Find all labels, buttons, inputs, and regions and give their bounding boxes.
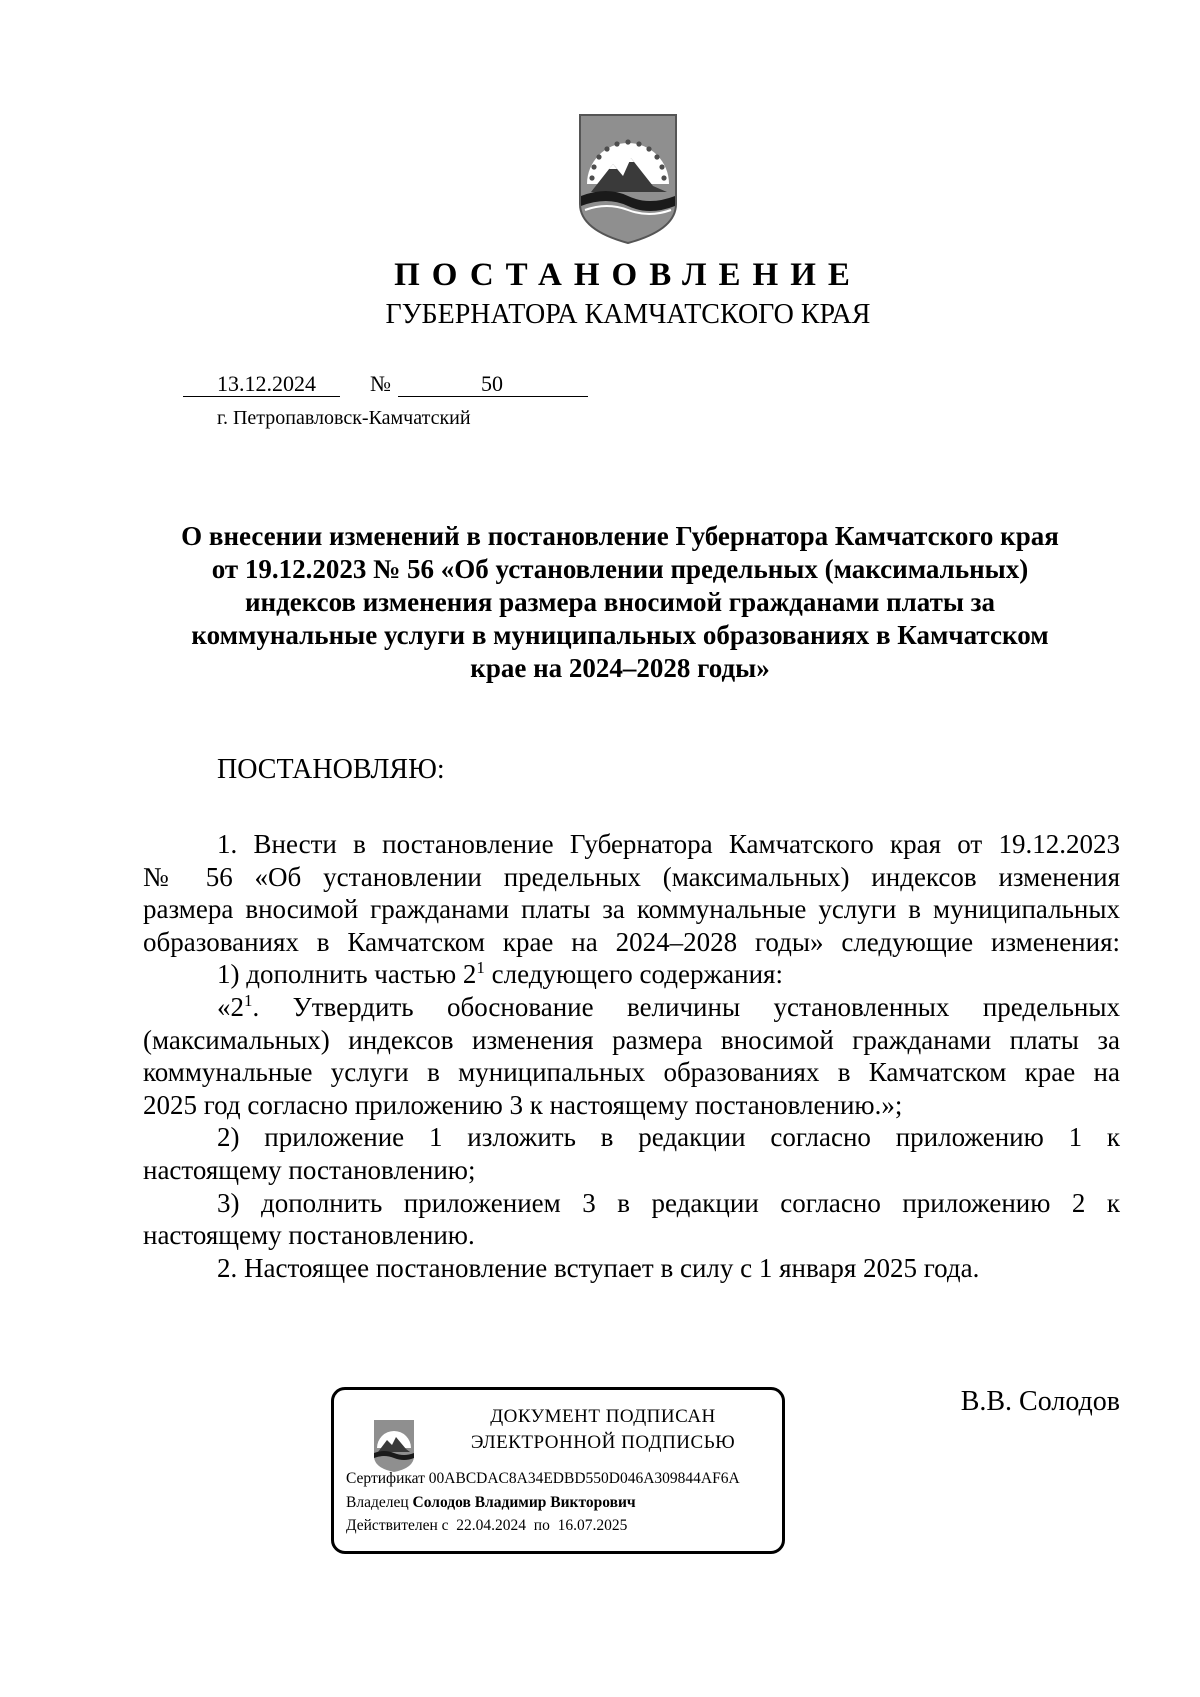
stamp-certificate <box>346 1469 740 1489</box>
body-line: № 56 «Об установлении предельных (максимальных) индексов изменения <box>143 861 1120 892</box>
superscript: 1 <box>244 990 253 1010</box>
stamp-emblem-icon <box>372 1418 416 1474</box>
title-line: от 19.12.2023 № 56 «Об установлении предельных (максимальных) <box>211 554 1029 584</box>
signer-name: В.В. Солодов <box>960 1386 1120 1417</box>
certificate-value: 00ABCDAC8A34EDBD550D046A309844AF6A <box>428 1470 740 1487</box>
body-line: 1. Внести в постановление Губернатора Камчатского края от 19.12.2023 <box>217 829 1120 859</box>
body-text: «2 <box>217 991 244 1022</box>
registration-city: г. Петропавловск-Камчатский <box>217 407 471 429</box>
electronic-signature-stamp <box>331 1387 785 1554</box>
superscript: 1 <box>476 958 485 978</box>
decree-word: ПОСТАНОВЛЯЮ: <box>217 754 445 785</box>
body-line: настоящему постановлению. <box>143 1220 475 1251</box>
valid-label: Действителен с <box>346 1517 449 1534</box>
document-title <box>140 520 1100 685</box>
stamp-owner <box>346 1493 636 1513</box>
body-line <box>143 958 1120 991</box>
registration-number-sign: № <box>370 371 391 396</box>
document-body <box>143 828 1120 1284</box>
stamp-validity <box>346 1516 627 1536</box>
body-line: образованиях в Камчатском крае на 2024–2028 годы» следующие изменения: <box>143 926 1120 957</box>
stamp-heading-line: ДОКУМЕНТ ПОДПИСАН <box>490 1406 716 1427</box>
title-line: крае на 2024–2028 годы» <box>470 653 770 683</box>
document-type-heading: ПОСТАНОВЛЕНИЕ <box>394 257 862 293</box>
valid-to-label: по <box>533 1517 550 1534</box>
body-line: 2) приложение 1 изложить в редакции согласно приложению 1 к <box>217 1122 1120 1153</box>
document-issuer: ГУБЕРНАТОРА КАМЧАТСКОГО КРАЯ <box>385 299 871 330</box>
body-line: коммунальные услуги в муниципальных образованиях в Камчатском крае на <box>143 1057 1120 1088</box>
title-line: индексов изменения размера вносимой гражданами платы за <box>244 587 996 617</box>
owner-value: Солодов Владимир Викторович <box>412 1494 636 1511</box>
registration-number: 50 <box>481 371 503 396</box>
coat-of-arms-emblem <box>577 112 679 246</box>
body-line <box>143 991 1120 1024</box>
owner-label: Владелец <box>346 1494 409 1511</box>
body-line: 2. Настоящее постановление вступает в силу с 1 января 2025 года. <box>217 1252 980 1283</box>
body-line: размера вносимой гражданами платы за коммунальные услуги в муниципальных <box>143 894 1120 925</box>
body-line: настоящему постановлению; <box>143 1154 476 1185</box>
body-text: следующего содержания: <box>484 959 783 990</box>
body-line: (максимальных) индексов изменения размера вносимой гражданами платы за <box>143 1024 1120 1055</box>
registration-date: 13.12.2024 <box>217 371 316 396</box>
title-line: О внесении изменений в постановление Губернатора Камчатского края <box>181 521 1059 551</box>
certificate-label: Сертификат <box>346 1470 425 1487</box>
body-line: 2025 год согласно приложению 3 к настоящему постановлению.»; <box>143 1089 903 1120</box>
body-text: 1) дополнить частью 2 <box>217 959 477 990</box>
body-line: 3) дополнить приложением 3 в редакции согласно приложению 2 к <box>217 1187 1120 1218</box>
valid-from: 22.04.2024 <box>456 1517 527 1534</box>
title-line: коммунальные услуги в муниципальных образованиях в Камчатском <box>191 620 1049 650</box>
stamp-heading <box>444 1404 762 1456</box>
stamp-heading-line: ЭЛЕКТРОННОЙ ПОДПИСЬЮ <box>470 1432 736 1453</box>
valid-to: 16.07.2025 <box>557 1517 628 1534</box>
body-text: . Утвердить обоснование величины установленных предельных <box>252 991 1120 1022</box>
